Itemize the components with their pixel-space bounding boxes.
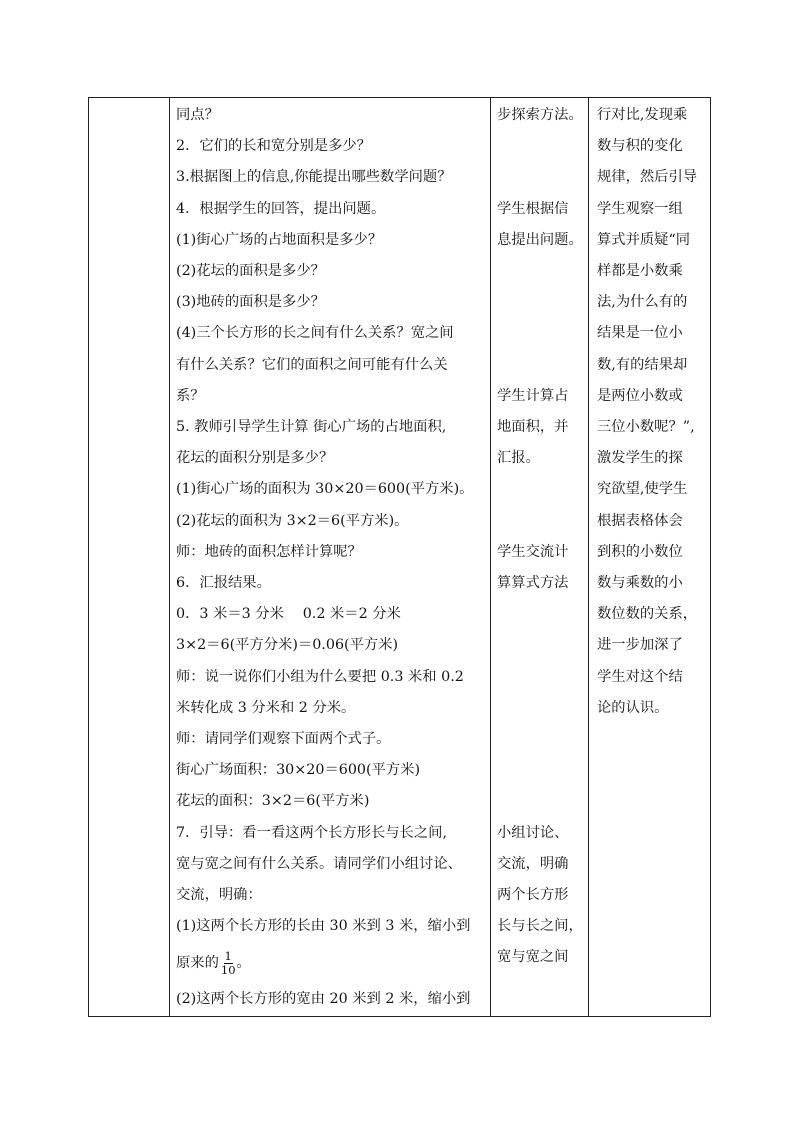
intent-line: 数位数的关系， xyxy=(597,606,698,623)
intent-line: 数,有的结果却 xyxy=(597,356,688,373)
fraction-numerator: 1 xyxy=(224,948,232,963)
process-line: 7．引导：看一看这两个长方形长与长之间, xyxy=(176,824,447,841)
intent-line: 行对比,发现乘 xyxy=(597,107,688,123)
fraction-one-tenth xyxy=(220,950,237,977)
activity-line: 地面积，并 xyxy=(497,418,569,435)
process-line: 米转化成 3 分米和 2 分米。 xyxy=(176,699,356,716)
intent-line: 进一步加深了 xyxy=(597,637,683,654)
intent-line: 是两位小数或 xyxy=(597,387,683,404)
intent-line: 激发学生的探 xyxy=(597,450,683,467)
intent-line: 学生对这个结 xyxy=(597,668,683,685)
spacer xyxy=(491,724,588,818)
activity-line: 汇报。 xyxy=(497,450,540,467)
activity-line: 长与长之间， xyxy=(497,918,583,935)
empty-first-column-cell xyxy=(89,98,170,1017)
process-line: 3×2＝6(平方分米)＝0.06(平方米) xyxy=(176,637,399,654)
spacer xyxy=(491,256,588,350)
process-line: 街心广场面积：30×20＝600(平方米) xyxy=(176,762,421,779)
activity-line: 算算式方法 xyxy=(497,574,569,591)
intent-line: 根据表格体会 xyxy=(597,512,683,529)
process-line: (1)街心广场的面积为 30×20＝600(平方米)。 xyxy=(176,481,474,498)
process-line: 0．3 米＝3 分米 0.2 米＝2 分米 xyxy=(176,606,401,623)
process-line: 师：说一说你们小组为什么要把 0.3 米和 0.2 xyxy=(176,668,464,685)
lesson-plan-table xyxy=(88,97,711,1017)
process-line: 师：地砖的面积怎样计算呢？ xyxy=(176,543,362,560)
process-line: 交流，明确： xyxy=(176,887,262,904)
intent-line: 样都是小数乘 xyxy=(597,263,683,280)
intent-line: 究欲望,使学生 xyxy=(597,481,688,498)
process-line: (2)花坛的面积是多少？ xyxy=(176,263,325,280)
activity-line: 交流，明确 xyxy=(497,855,569,872)
spacer xyxy=(491,599,588,724)
activity-line: 宽与宽之间 xyxy=(497,949,569,966)
activity-line: 息提出问题。 xyxy=(497,231,583,248)
activity-line: 学生计算占 xyxy=(497,387,569,404)
intent-line: 学生观察一组 xyxy=(597,200,683,217)
process-line: (3)地砖的面积是多少？ xyxy=(176,294,325,311)
process-line: 5. 教师引导学生计算 街心广场的占地面积, xyxy=(176,419,447,436)
process-line: 3.根据图上的信息,你能提出哪些数学问题？ xyxy=(176,169,452,186)
process-line: (2)这两个长方形的宽由 20 米到 2 米，缩小到 xyxy=(176,991,471,1008)
process-line: (2)花坛的面积为 3×2＝6(平方米)。 xyxy=(176,512,409,529)
spacer xyxy=(491,474,588,536)
process-line: (4)三个长方形的长之间有什么关系？宽之间 xyxy=(176,325,454,342)
intent-line: 三位小数呢？”, xyxy=(597,419,695,436)
process-line-with-fraction xyxy=(170,942,490,984)
process-line: 4．根据学生的回答，提出问题。 xyxy=(176,200,386,217)
process-line: 同点？ xyxy=(176,107,219,123)
student-activity-cell xyxy=(491,98,589,1017)
activity-line: 两个长方形 xyxy=(497,886,569,903)
intent-line: 法,为什么有的 xyxy=(597,294,688,311)
activity-line: 步探索方法。 xyxy=(497,107,583,123)
fraction-suffix: 。 xyxy=(236,955,251,972)
activity-line: 学生交流计 xyxy=(497,543,569,560)
process-line: 2．它们的长和宽分别是多少？ xyxy=(176,138,371,155)
activity-line: 学生根据信 xyxy=(497,200,569,217)
teaching-process-cell xyxy=(170,98,491,1017)
spacer xyxy=(491,350,588,381)
intent-line: 结果是一位小 xyxy=(597,325,683,342)
process-line: 6．汇报结果。 xyxy=(176,575,271,592)
process-line: 师：请同学们观察下面两个式子。 xyxy=(176,731,391,748)
spacer xyxy=(491,131,588,193)
table-row xyxy=(89,98,711,1017)
intent-line: 论的认识。 xyxy=(597,699,669,716)
process-line: 系？ xyxy=(176,387,205,404)
design-intent-cell xyxy=(589,98,711,1017)
intent-line: 算式并质疑“同 xyxy=(597,231,691,248)
fraction-denominator: 10 xyxy=(220,962,236,977)
activity-line: 小组讨论、 xyxy=(497,824,569,841)
process-line: (1)这两个长方形的长由 30 米到 3 米，缩小到 xyxy=(176,918,471,935)
process-line: (1)街心广场的占地面积是多少？ xyxy=(176,231,383,248)
intent-line: 数与积的变化 xyxy=(597,138,683,155)
process-line: 有什么关系？它们的面积之间可能有什么关 xyxy=(176,356,448,373)
fraction-prefix: 原来的 xyxy=(176,955,219,972)
intent-line: 规律，然后引导 xyxy=(597,169,698,186)
intent-line: 到积的小数位 xyxy=(597,543,683,560)
process-line: 花坛的面积分别是多少？ xyxy=(176,450,334,467)
process-line: 花坛的面积：3×2＝6(平方米) xyxy=(176,793,370,810)
process-line: 宽与宽之间有什么关系。请同学们小组讨论、 xyxy=(176,855,462,872)
intent-line: 数与乘数的小 xyxy=(597,575,683,592)
